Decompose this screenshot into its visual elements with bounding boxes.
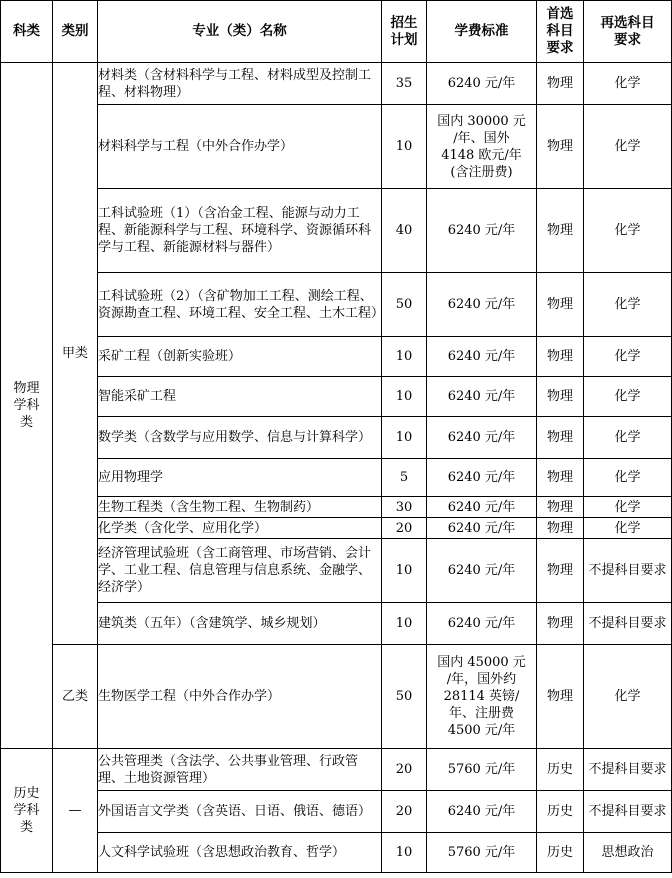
major-name: 化学类（含化学、应用化学） [98, 518, 382, 539]
major-name: 生物医学工程（中外合作办学） [98, 645, 382, 749]
category-dash: — [53, 749, 98, 873]
first-subject: 物理 [537, 497, 584, 518]
category-yi: 乙类 [53, 645, 98, 749]
second-subject: 思想政治 [584, 833, 672, 873]
second-subject: 化学 [584, 497, 672, 518]
major-name: 工科试验班（2）（含矿物加工工程、测绘工程、资源勘查工程、环境工程、安全工程、土木工程） [98, 273, 382, 337]
header-row [1, 1, 672, 63]
tuition-fee: 6240 元/年 [427, 539, 537, 603]
table-row [1, 603, 672, 645]
second-subject: 化学 [584, 459, 672, 497]
table-row [1, 377, 672, 417]
first-subject: 物理 [537, 459, 584, 497]
second-subject: 化学 [584, 189, 672, 273]
table-row [1, 791, 672, 833]
header-major: 专业（类）名称 [98, 1, 382, 63]
plan-count: 10 [382, 539, 427, 603]
major-name: 材料类（含材料科学与工程、材料成型及控制工程、材料物理） [98, 63, 382, 105]
plan-count: 35 [382, 63, 427, 105]
category-jia: 甲类 [53, 63, 98, 645]
first-subject: 物理 [537, 189, 584, 273]
second-subject: 化学 [584, 337, 672, 377]
plan-count: 10 [382, 377, 427, 417]
major-name: 生物工程类（含生物工程、生物制药） [98, 497, 382, 518]
first-subject: 物理 [537, 417, 584, 459]
tuition-fee: 6240 元/年 [427, 377, 537, 417]
header-plan: 招生 计划 [382, 1, 427, 63]
table-row [1, 497, 672, 518]
tuition-fee: 6240 元/年 [427, 63, 537, 105]
table-row [1, 105, 672, 189]
major-name: 数学类（含数学与应用数学、信息与计算科学） [98, 417, 382, 459]
first-subject: 历史 [537, 833, 584, 873]
plan-count: 50 [382, 273, 427, 337]
table-row [1, 539, 672, 603]
header-first-subject: 首选 科目 要求 [537, 1, 584, 63]
tuition-fee: 6240 元/年 [427, 417, 537, 459]
first-subject: 物理 [537, 603, 584, 645]
plan-count: 30 [382, 497, 427, 518]
tuition-fee: 6240 元/年 [427, 189, 537, 273]
plan-count: 40 [382, 189, 427, 273]
header-subject: 科类 [1, 1, 53, 63]
plan-count: 20 [382, 749, 427, 791]
second-subject: 化学 [584, 518, 672, 539]
first-subject: 物理 [537, 539, 584, 603]
first-subject: 物理 [537, 645, 584, 749]
first-subject: 物理 [537, 518, 584, 539]
table-row [1, 189, 672, 273]
table-row [1, 337, 672, 377]
first-subject: 物理 [537, 63, 584, 105]
first-subject: 历史 [537, 749, 584, 791]
plan-count: 20 [382, 518, 427, 539]
tuition-fee: 6240 元/年 [427, 337, 537, 377]
major-name: 建筑类（五年）（含建筑学、城乡规划） [98, 603, 382, 645]
major-name: 外国语言文学类（含英语、日语、俄语、德语） [98, 791, 382, 833]
first-subject: 物理 [537, 273, 584, 337]
plan-count: 10 [382, 337, 427, 377]
group-physics: 物理 学科 类 [1, 63, 53, 749]
table-row [1, 459, 672, 497]
header-category: 类别 [53, 1, 98, 63]
tuition-fee: 6240 元/年 [427, 603, 537, 645]
first-subject: 历史 [537, 791, 584, 833]
first-subject: 物理 [537, 105, 584, 189]
major-name: 公共管理类（含法学、公共事业管理、行政管理、土地资源管理） [98, 749, 382, 791]
second-subject: 不提科目要求 [584, 791, 672, 833]
major-name: 应用物理学 [98, 459, 382, 497]
second-subject: 化学 [584, 63, 672, 105]
second-subject: 化学 [584, 105, 672, 189]
plan-count: 20 [382, 791, 427, 833]
header-second-subject: 再选科目 要求 [584, 1, 672, 63]
tuition-fee: 5760 元/年 [427, 833, 537, 873]
second-subject: 不提科目要求 [584, 539, 672, 603]
tuition-fee: 6240 元/年 [427, 273, 537, 337]
second-subject: 不提科目要求 [584, 749, 672, 791]
group-history: 历史 学科 类 [1, 749, 53, 873]
table-row [1, 749, 672, 791]
table-row [1, 273, 672, 337]
table-row [1, 417, 672, 459]
major-name: 采矿工程（创新实验班） [98, 337, 382, 377]
plan-count: 10 [382, 417, 427, 459]
major-name: 工科试验班（1）（含冶金工程、能源与动力工程、新能源科学与工程、环境科学、资源循环科学与工程、新能源材料与器件） [98, 189, 382, 273]
plan-count: 5 [382, 459, 427, 497]
second-subject: 不提科目要求 [584, 603, 672, 645]
major-name: 材料科学与工程（中外合作办学） [98, 105, 382, 189]
tuition-fee: 6240 元/年 [427, 497, 537, 518]
tuition-fee: 国内 30000 元 /年、国外 4148 欧元/年 (含注册费) [427, 105, 537, 189]
second-subject: 化学 [584, 417, 672, 459]
table-row [1, 63, 672, 105]
plan-count: 10 [382, 603, 427, 645]
major-name: 智能采矿工程 [98, 377, 382, 417]
table-row [1, 518, 672, 539]
table-row [1, 833, 672, 873]
first-subject: 物理 [537, 337, 584, 377]
header-fee: 学费标准 [427, 1, 537, 63]
second-subject: 化学 [584, 273, 672, 337]
second-subject: 化学 [584, 377, 672, 417]
tuition-fee: 6240 元/年 [427, 459, 537, 497]
tuition-fee: 6240 元/年 [427, 791, 537, 833]
major-name: 人文科学试验班（含思想政治教育、哲学） [98, 833, 382, 873]
tuition-fee: 国内 45000 元 /年，国外约 28114 英镑/ 年、注册费 4500 元/年 [427, 645, 537, 749]
major-name: 经济管理试验班（含工商管理、市场营销、会计学、工业工程、信息管理与信息系统、金融学、经济学） [98, 539, 382, 603]
plan-count: 10 [382, 833, 427, 873]
tuition-fee: 5760 元/年 [427, 749, 537, 791]
plan-count: 10 [382, 105, 427, 189]
second-subject: 化学 [584, 645, 672, 749]
table-row [1, 645, 672, 749]
tuition-fee: 6240 元/年 [427, 518, 537, 539]
first-subject: 物理 [537, 377, 584, 417]
plan-count: 50 [382, 645, 427, 749]
